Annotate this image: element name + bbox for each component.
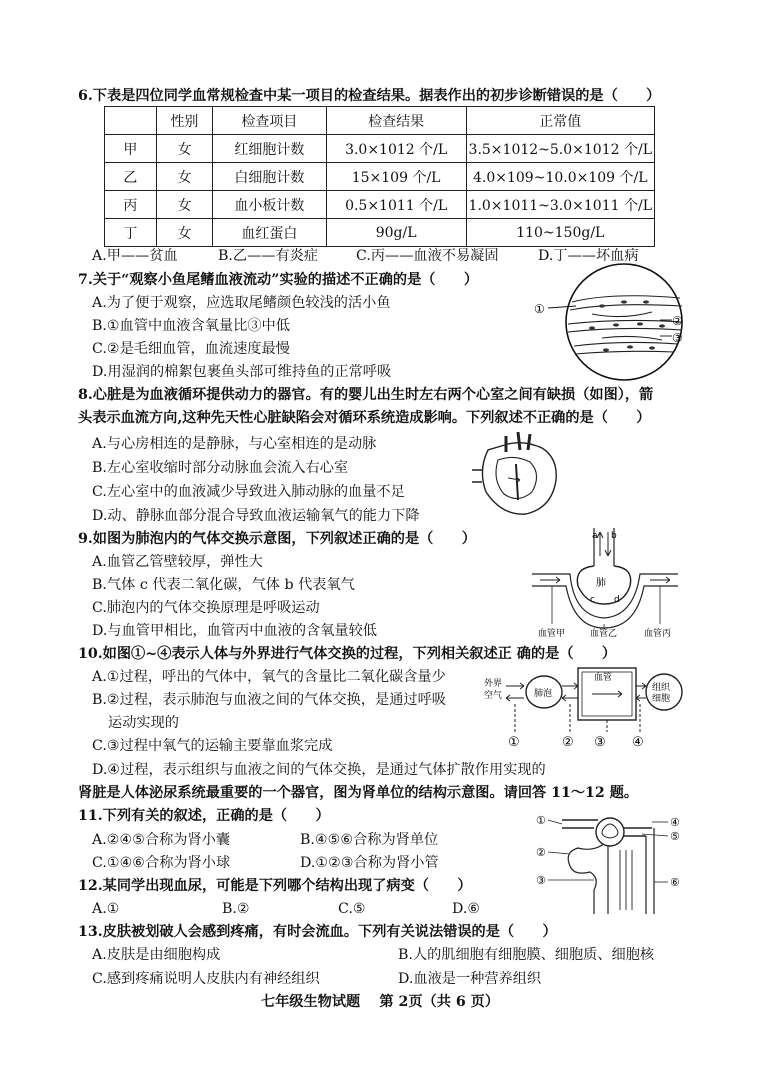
table-cell: 白细胞计数 [213,163,327,191]
gas-exchange-process-figure [482,664,694,756]
fig-label: ① [534,302,545,316]
q7-stem: 7.关于“观察小鱼尾鳍血液流动”实验的描述不正确的是（ ） [78,272,479,288]
table-cell: 3.5×1012~5.0×1012 个/L [466,135,654,163]
q13-option-a: A.皮肤是由细胞构成 [92,947,221,963]
q12-stem: 12.某同学出现血尿，可能是下列哪个结构出现了病变（ ） [78,878,472,894]
table-cell: 乙 [105,163,157,191]
q11-option-a: A.②④⑤合称为肾小囊 [92,832,231,848]
q13-stem: 13.皮肤被划破人会感到疼痛，有时会流血。下列有关说法错误的是（ ） [78,924,557,940]
fig-label: 肺 [596,578,606,589]
alveolus-gas-exchange-figure [530,524,680,640]
q10-option-b-cont: 运动实现的 [108,715,179,731]
q10-option-c: C.③过程中氧气的运输主要靠血浆完成 [92,738,333,754]
table-cell: 血小板计数 [213,191,327,219]
fig-label: 组织 [652,683,671,693]
q9-stem: 9.如图为肺泡内的气体交换示意图，下列叙述正确的是（ ） [78,531,476,547]
q10-option-a: A.①过程，呼出的气体中，氧气的含量比二氧化碳含量少 [92,669,446,685]
q6-option-b: B.乙——有炎症 [218,248,319,264]
page-footer: 七年级生物试题 第 2页（共 6 页） [260,994,500,1010]
q10-option-b: B.②过程，表示肺泡与血液之间的气体交换，是通过呼吸 [92,692,446,708]
table-header-cell: 正常值 [466,107,654,135]
q9-option-a: A.血管乙管壁较厚，弹性大 [92,554,263,570]
q8-option-b: B.左心室收缩时部分动脉血会流入右心室 [92,460,349,476]
q12-option-b: B.② [222,901,250,917]
q12-option-c: C.⑤ [338,901,366,917]
table-cell: 110~150g/L [466,219,654,247]
fig-label: 细胞 [652,694,671,704]
q11-option-b: B.④⑤⑥合称为肾单位 [300,832,439,848]
fig-label: ④ [670,816,680,829]
q11-option-c: C.①④⑥合称为肾小球 [92,855,231,871]
table-cell: 丁 [105,219,157,247]
q13-option-b: B.人的肌细胞有细胞膜、细胞质、细胞核 [398,947,655,963]
table-cell: 红细胞计数 [213,135,327,163]
table-cell: 15×109 个/L [326,163,466,191]
q9-option-d: D.与血管甲相比，血管丙中血液的含氧量较低 [92,623,377,639]
table-header-cell: 性别 [156,107,212,135]
table-header-row [105,107,655,135]
fig-label: 血管 [594,673,613,683]
table-cell: 甲 [105,135,157,163]
q8-stem-line1: 8.心脏是为血液循环提供动力的器官。有的婴儿出生时左右两个心室之间有缺损（如图），箭 [78,387,654,403]
q12-option-d: D.⑥ [452,901,481,917]
q8-option-a: A.与心房相连的是静脉，与心室相连的是动脉 [92,436,377,452]
nephron-figure [534,810,694,922]
fig-label: ② [562,735,574,750]
heart-defect-figure [468,430,568,520]
q9-option-b: B.气体 c 代表二氧化碳，气体 b 代表氧气 [92,577,355,593]
table-header-cell: 检查项目 [213,107,327,135]
fig-label: 空气 [484,691,503,701]
q11-stem: 11.下列有关的叙述，正确的是（ ） [78,808,330,824]
fig-label: ② [672,314,683,328]
fig-label: a [592,531,598,541]
q7-option-a: A.为了便于观察，应选取尾鳍颜色较浅的活小鱼 [92,295,391,311]
table-row [105,219,655,247]
table-header-cell [105,107,157,135]
exam-results-table [104,106,655,247]
fig-label: ⑤ [670,830,680,843]
fig-label: ③ [672,331,683,345]
fish-tail-blood-vessel-figure [532,262,692,384]
fig-label: ② [536,846,546,859]
fig-label: 肺泡 [534,689,553,699]
q6-option-a: A.甲——贫血 [92,248,178,264]
table-cell: 1.0×1011~3.0×1011 个/L [466,191,654,219]
table-row [105,191,655,219]
q8-option-c: C.左心室中的血液减少导致进入肺动脉的血量不足 [92,484,405,500]
table-cell: 女 [156,135,212,163]
q9-option-c: C.肺泡内的气体交换原理是呼吸运动 [92,600,320,616]
table-row [105,135,655,163]
fig-label: ⑥ [670,876,680,889]
q6-option-d: D.丁——坏血病 [538,248,639,264]
q12-option-a: A.① [92,901,120,917]
fig-label: d [614,595,620,605]
q11-option-d: D.①②③合称为肾小管 [300,855,439,871]
fig-label: ④ [632,735,644,750]
table-cell: 4.0×109~10.0×109 个/L [466,163,654,191]
table-row [105,163,655,191]
fig-label: b [611,531,617,541]
q7-option-d: D.用湿润的棉絮包裹鱼头部可维持鱼的正常呼吸 [92,364,392,380]
fig-label: ③ [536,874,546,887]
q13-option-c: C.感到疼痛说明人皮肤内有神经组织 [92,971,320,987]
fig-label: ① [508,735,520,750]
q8-stem-line2: 头表示血流方向,这种先天性心脏缺陷会对循环系统造成影响。下列叙述不正确的是（ ） [78,410,651,426]
table-cell: 3.0×1012 个/L [326,135,466,163]
q6-stem: 6.下表是四位同学血常规检查中某一项目的检查结果。据表作出的初步诊断错误的是（ ） [78,88,661,104]
fig-label: 外界 [484,679,503,689]
kidney-intro: 肾脏是人体泌尿系统最重要的一个器官，图为肾单位的结构示意图。请回答 11～12 题。 [78,785,639,801]
fig-label: 血管乙 [590,629,618,639]
table-cell: 血红蛋白 [213,219,327,247]
table-cell: 0.5×1011 个/L [326,191,466,219]
fig-label: 血管甲 [538,629,566,639]
fig-label: ① [536,814,546,827]
q10-stem: 10.如图①~④表示人体与外界进行气体交换的过程，下列相关叙述正 确的是（ ） [78,646,617,662]
table-cell: 90g/L [326,219,466,247]
q13-option-d: D.血液是一种营养组织 [398,971,542,987]
table-cell: 丙 [105,191,157,219]
table-header-cell: 检查结果 [326,107,466,135]
fig-label: ③ [594,735,606,750]
table-cell: 女 [156,219,212,247]
q7-option-b: B.①血管中血液含氧量比③中低 [92,318,290,334]
q7-option-c: C.②是毛细血管，血流速度最慢 [92,341,290,357]
fig-label: 血管丙 [644,629,672,639]
q10-option-d: D.④过程，表示组织与血液之间的气体交换，是通过气体扩散作用实现的 [92,762,546,778]
fig-label: c [590,595,595,605]
q8-option-d: D.动、静脉血部分混合导致血液运输氧气的能力下降 [92,508,420,524]
table-cell: 女 [156,163,212,191]
q6-option-c: C.丙——血液不易凝固 [356,248,499,264]
table-cell: 女 [156,191,212,219]
